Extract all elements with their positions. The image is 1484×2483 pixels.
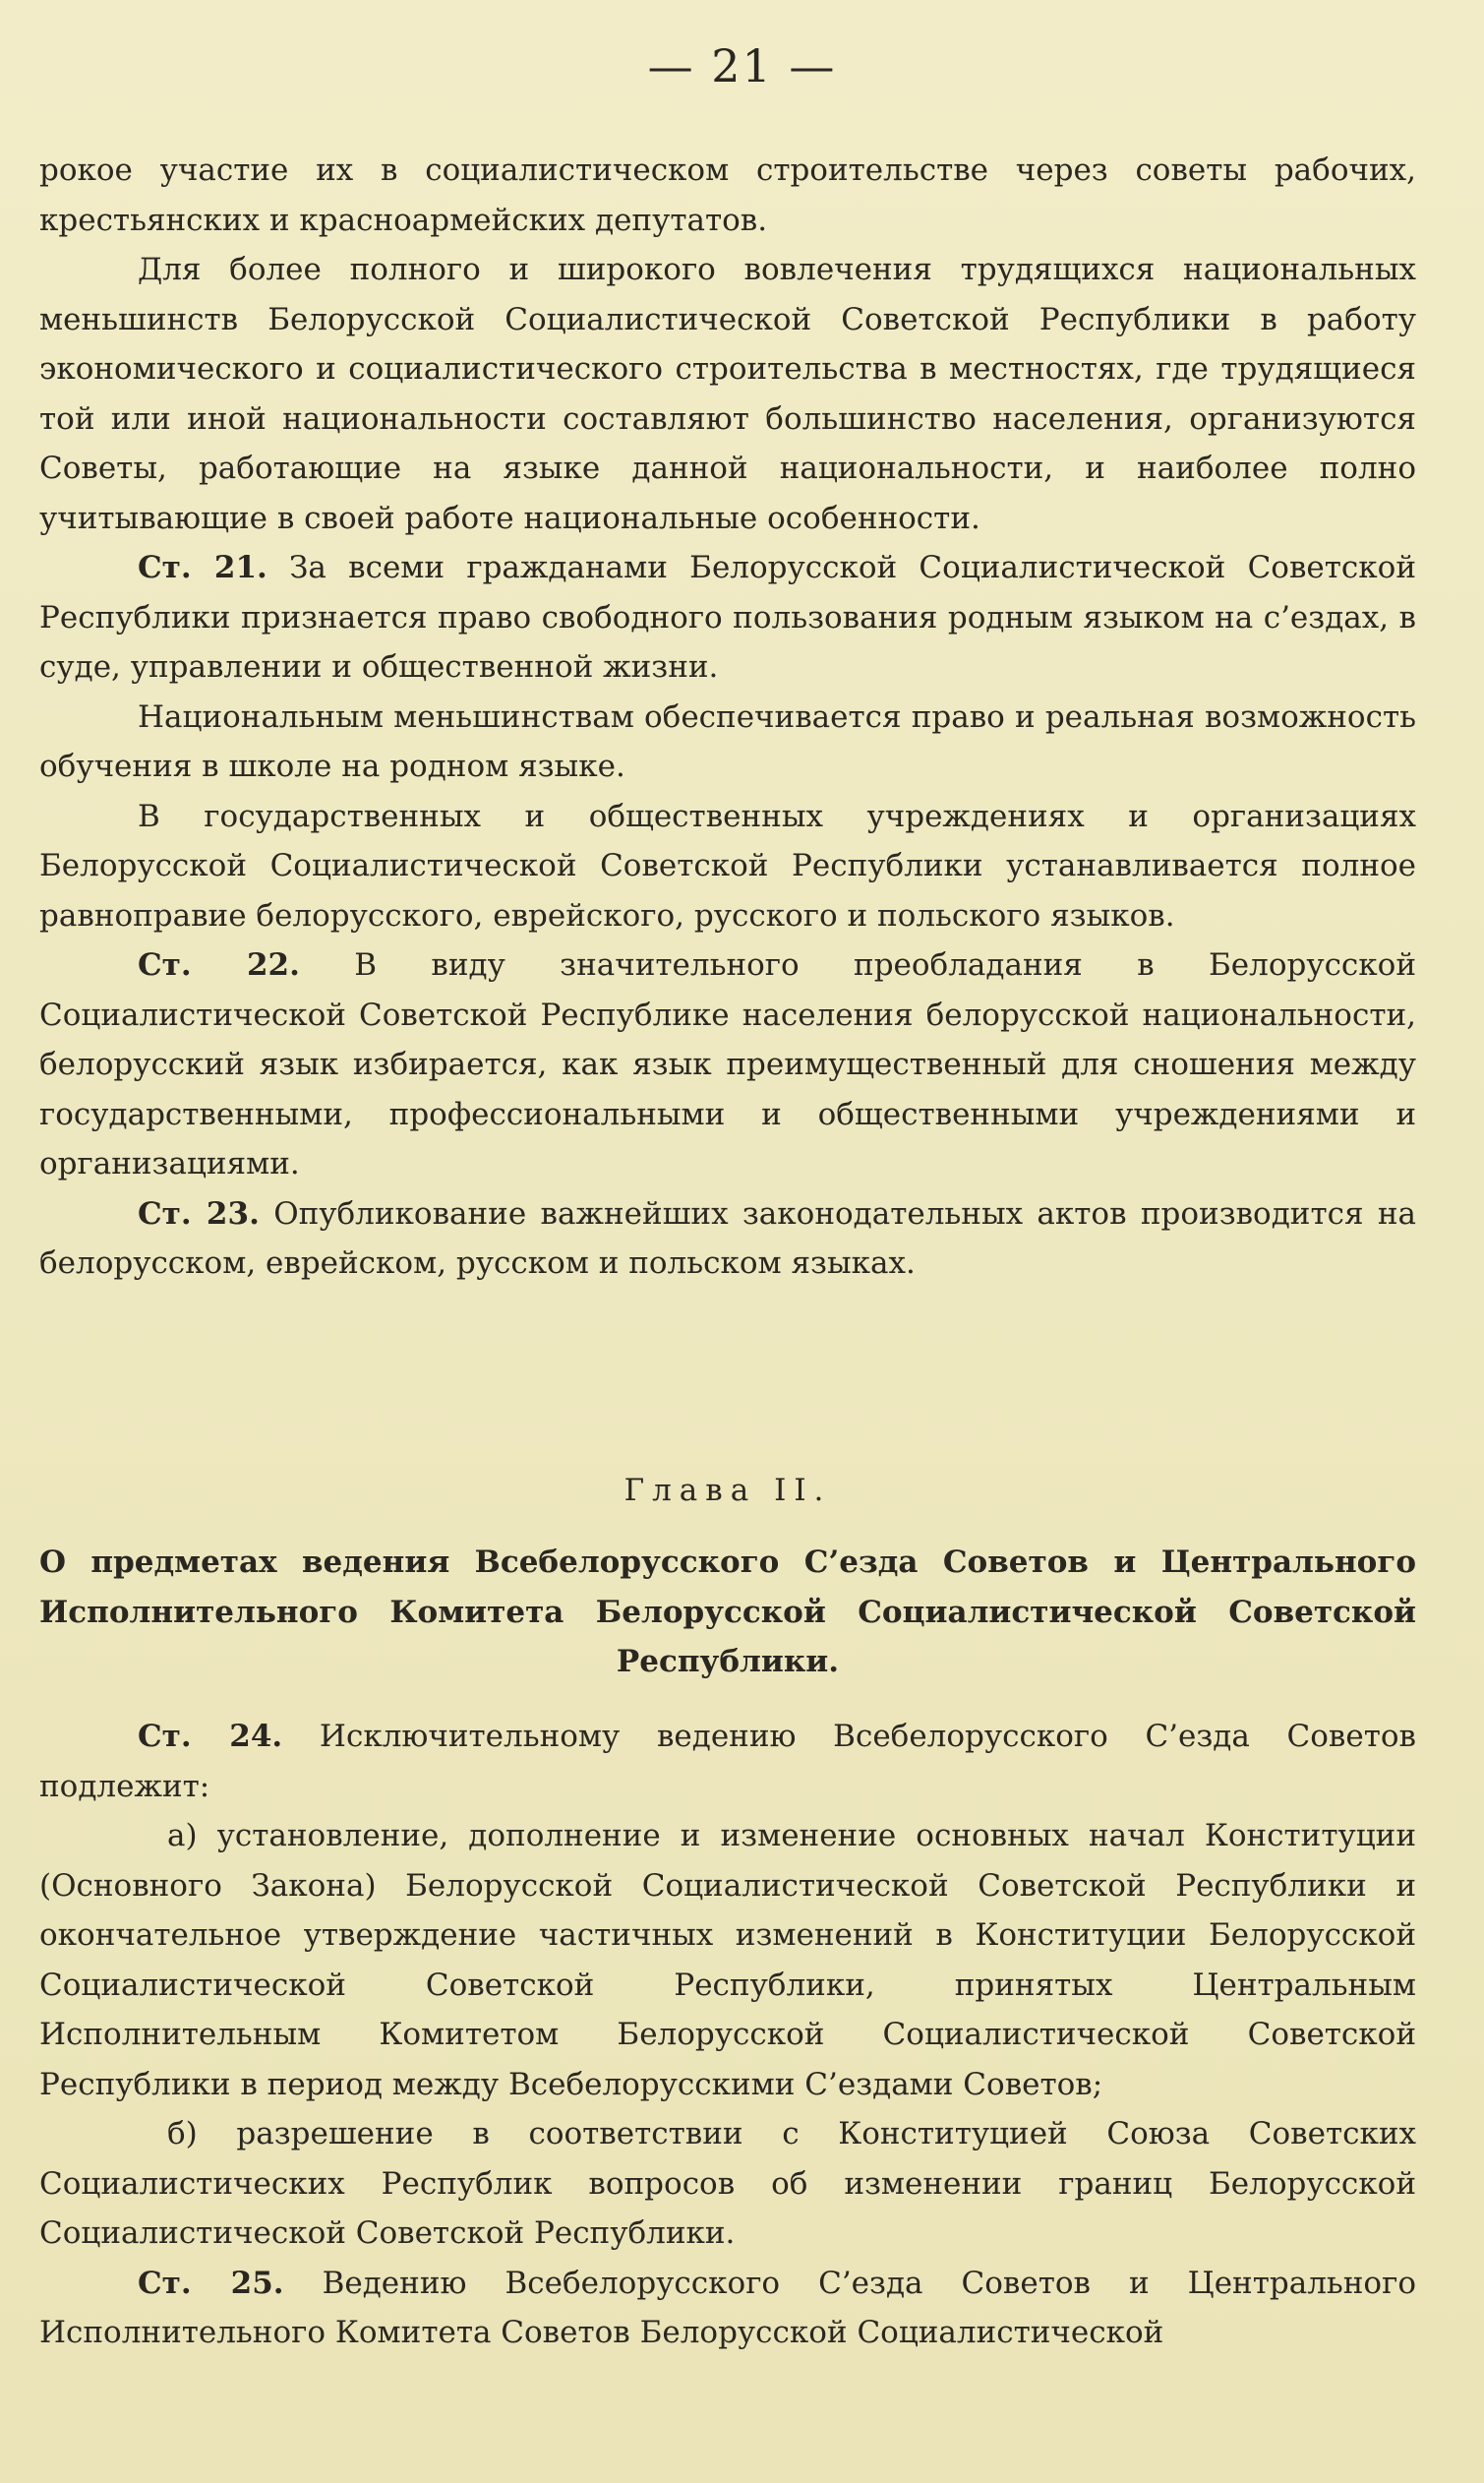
article-25 [39, 2259, 1416, 2358]
article-24-item-a: а) установление, дополнение и изменение основных начал Конституции (Основного Закона) Белорусской Социалистической Советской Республики и окончательное утверждение частичных изменений в Конституции Белорусской Социалистической Советской Республики, принятых Центральным Исполнительным Комитетом Белорусской Социалистической Советской Республики в период между Всебелорусскими С’ездами Советов; [39, 1818, 1416, 2102]
article-24-label: Ст. 24. [138, 1719, 283, 1754]
paragraph-native-language-schooling: Национальным меньшинствам обеспечивается право и реальная возможность обучения в школе на родном языке. [39, 698, 1416, 784]
article-24 [39, 1712, 1416, 1811]
article-23-text: Опубликование важнейших законодательных актов производится на белорусском, еврейском, русском и польском языках. [39, 1195, 1416, 1281]
article-25-label: Ст. 25. [138, 2265, 284, 2301]
paragraph-national-councils: Для более полного и широкого вовлечения трудящихся национальных меньшинств Белорусской Социалистической Советской Республики в работу экономического и социалистического строительства в местностях, где трудящиеся той или иной национальности составляют большинство населения, организуются Советы, работающие на языке данной национальности, и наиболее полно учитывающие в своей работе национальные особенности. [39, 252, 1416, 536]
chapter-title-block [39, 1538, 1416, 1687]
article-22 [39, 940, 1416, 1189]
article-25-text: Ведению Всебелорусского С’езда Советов и Центрального Исполнительного Комитета Советов Белорусской Социалистической [39, 2265, 1416, 2350]
article-22-text: В виду значительного преобладания в Белорусской Социалистической Советской Республике населения белорусской национальности, белорусский язык избирается, как язык преимущественный для сношения между государственными, профессиональными и общественными учреждениями и организациями. [39, 947, 1416, 1181]
article-21-label: Ст. 21. [138, 550, 267, 585]
article-24-text: Исключительному ведению Всебелорусского С’езда Советов подлежит: [39, 1719, 1416, 1804]
paragraph-continuation: рокое участие их в социалистическом строительстве через советы рабочих, крестьянских и красноармейских депутатов. [39, 152, 1416, 238]
article-24-item-b: б) разрешение в соответствии с Конституцией Союза Советских Социалистических Республик вопросов об изменении границ Белорусской Социалистической Советской Республики. [39, 2116, 1416, 2251]
article-22-label: Ст. 22. [138, 947, 300, 983]
article-23-label: Ст. 23. [138, 1195, 260, 1232]
article-23 [39, 1189, 1416, 1289]
chapter-title: О предметах ведения Всебелорусского С’езда Советов и Центрального Исполнительного Комитета Белорусской Социалистической Советской Республики. [39, 1544, 1416, 1679]
page-number: — 21 — [647, 39, 837, 92]
chapter-heading [39, 1473, 1416, 1508]
chapter-label: Глава II. [623, 1473, 832, 1508]
article-21 [39, 543, 1416, 693]
paragraph-language-equality: В государственных и общественных учреждениях и организациях Белорусской Социалистической Советской Республики устанавливается полное равноправие белорусского, еврейского, русского и польского языков. [39, 798, 1416, 934]
text-block-lower [39, 1712, 1416, 2358]
text-block-upper [39, 146, 1416, 1289]
article-21-text: За всеми гражданами Белорусской Социалистической Советской Республики признается право свободного пользования родным языком на с’ездах, в суде, управлении и общественной жизни. [39, 550, 1416, 685]
